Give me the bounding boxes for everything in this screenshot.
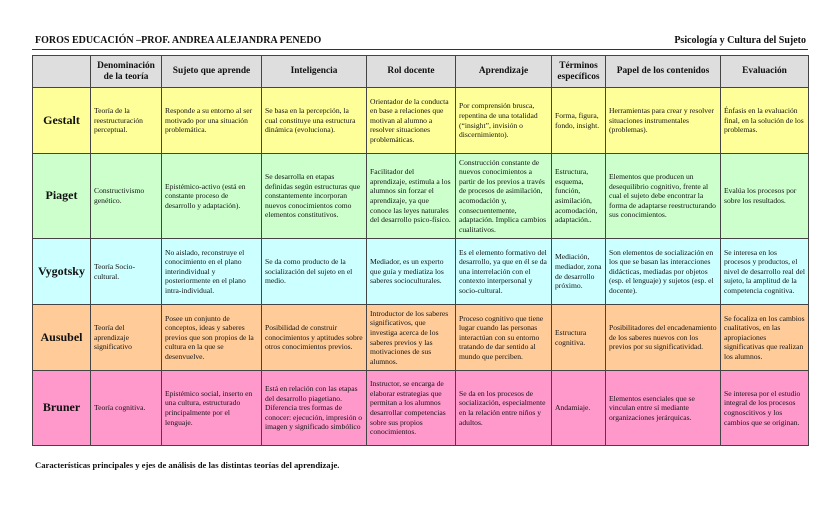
theory-name: Bruner: [33, 371, 91, 446]
table-cell: Responde a su entorno al ser motivado por una situación problemática.: [162, 88, 262, 154]
table-cell: Epistémico-activo (está en constante proceso de desarrollo y adaptación).: [162, 154, 262, 239]
table-cell: Se da en los procesos de socialización, especialmente en la relación entre niños y adultos.: [456, 371, 552, 446]
table-cell: Teoría del aprendizaje significativo: [91, 305, 162, 371]
learning-theories-table: [32, 55, 809, 446]
table-cell: Teoría de la reestructuración perceptual.: [91, 88, 162, 154]
table-cell: Está en relación con las etapas del desarrollo piagetiano. Diferencia tres formas de conocer: ejecución, impresión o imagen y significado simbólico: [262, 371, 367, 446]
table-cell: Se basa en la percepción, la cual constituye una estructura dinámica (evoluciona).: [262, 88, 367, 154]
table-cell: Estructura cognitiva.: [552, 305, 606, 371]
column-header: [33, 56, 91, 88]
table-cell: Son elementos de socialización en los que se basan las interacciones didácticas, mediadas por objetos (esp. el lenguaje) y sujetos (esp. el docente).: [606, 239, 721, 305]
table-header-row: [33, 56, 809, 88]
table-cell: No aislado, reconstruye el conocimiento en el plano interindividual y posteriormente en el plano intra-individual.: [162, 239, 262, 305]
table-cell: Construcción constante de nuevos conocimientos a partir de los previos a través de procesos de asimilación, acomodación y, consecuentemente, adaptación. Implica cambios cualitativos.: [456, 154, 552, 239]
table-cell: Proceso cognitivo que tiene lugar cuando las personas interactúan con su entorno tratando de dar sentido al mundo que perciben.: [456, 305, 552, 371]
table-cell: Posee un conjunto de conceptos, ideas y saberes previos que son propios de la cultura en la que se desenvuelve.: [162, 305, 262, 371]
table-cell: Estructura, esquema, función, asimilación, acomodación, adaptación..: [552, 154, 606, 239]
header-divider: [32, 49, 808, 50]
theory-name: Piaget: [33, 154, 91, 239]
table-cell: Énfasis en la evaluación final, en la solución de los problemas.: [721, 88, 809, 154]
column-header: Términos específicos: [552, 56, 606, 88]
table-cell: Es el elemento formativo del desarrollo, ya que en él se da una interrelación con el contexto interpersonal y socio-cultural.: [456, 239, 552, 305]
table-row: [33, 305, 809, 371]
table-cell: Posibilidad de construir conocimientos y aptitudes sobre otros conocimientos previos.: [262, 305, 367, 371]
theory-name: Ausubel: [33, 305, 91, 371]
table-cell: Elementos esenciales que se vinculan entre sí mediante organizaciones jerárquicas.: [606, 371, 721, 446]
table-cell: Facilitador del aprendizaje, estimula a los alumnos sin forzar el aprendizaje, ya que conoce las leyes naturales del desarrollo psico-físico.: [367, 154, 456, 239]
column-header: Inteligencia: [262, 56, 367, 88]
table-cell: Se desarrolla en etapas definidas según estructuras que constantemente incorporan nuevos conocimientos como elementos constitutivos.: [262, 154, 367, 239]
table-row: [33, 239, 809, 305]
column-header: Sujeto que aprende: [162, 56, 262, 88]
document-header-author: FOROS EDUCACIÓN –PROF. ANDREA ALEJANDRA PENEDO: [35, 35, 322, 46]
table-cell: Constructivismo genético.: [91, 154, 162, 239]
column-header: Rol docente: [367, 56, 456, 88]
table-cell: Se da como producto de la socialización del sujeto en el medio.: [262, 239, 367, 305]
theory-name: Vygotsky: [33, 239, 91, 305]
table-cell: Introductor de los saberes significativos, que investiga acerca de los saberes previos y las motivaciones de sus alumnos.: [367, 305, 456, 371]
table-row: [33, 371, 809, 446]
table-cell: Se interesa por el estudio integral de los procesos cognoscitivos y los cambios que se originan.: [721, 371, 809, 446]
table-cell: Se focaliza en los cambios cualitativos, en las apropiaciones significativas que realizan los alumnos.: [721, 305, 809, 371]
table-cell: Instructor, se encarga de elaborar estrategias que permitan a los alumnos desarrollar competencias sobre sus propios conocimientos.: [367, 371, 456, 446]
document-header-subject: Psicología y Cultura del Sujeto: [674, 35, 806, 46]
table-row: [33, 88, 809, 154]
table-cell: Mediación, mediador, zona de desarrollo próximo.: [552, 239, 606, 305]
table-cell: Elementos que producen un desequilibrio cognitivo, frente al cual el sujeto debe encontrar la forma de adaptarse reestructurando sus conocimientos.: [606, 154, 721, 239]
column-header: Papel de los contenidos: [606, 56, 721, 88]
table-cell: Herramientas para crear y resolver situaciones instrumentales (problemas).: [606, 88, 721, 154]
table-cell: Por comprensión brusca, repentina de una totalidad (“insight”, invisión o discernimiento).: [456, 88, 552, 154]
table-cell: Posibilitadores del encadenamiento de los saberes nuevos con los previos por su significatividad.: [606, 305, 721, 371]
table-cell: Epistémico social, inserto en una cultura, estructurado principalmente por el lenguaje.: [162, 371, 262, 446]
column-header: Denominación de la teoría: [91, 56, 162, 88]
table-cell: Teoría cognitiva.: [91, 371, 162, 446]
table-cell: Se interesa en los procesos y productos, el nivel de desarrollo real del sujeto, la amplitud de la competencia cognitiva.: [721, 239, 809, 305]
table-cell: Evalúa los procesos por sobre los resultados.: [721, 154, 809, 239]
column-header: Evaluación: [721, 56, 809, 88]
column-header: Aprendizaje: [456, 56, 552, 88]
theory-name: Gestalt: [33, 88, 91, 154]
table-caption: Características principales y ejes de análisis de las distintas teorías del aprendizaje.: [35, 460, 340, 470]
table-cell: Mediador, es un experto que guía y mediatiza los saberes socioculturales.: [367, 239, 456, 305]
table-cell: Teoría Socio-cultural.: [91, 239, 162, 305]
table-cell: Andamiaje.: [552, 371, 606, 446]
table-row: [33, 154, 809, 239]
table-cell: Forma, figura, fondo, insight.: [552, 88, 606, 154]
table-cell: Orientador de la conducta en base a relaciones que motivan al alumno a resolver situaciones problemáticas.: [367, 88, 456, 154]
